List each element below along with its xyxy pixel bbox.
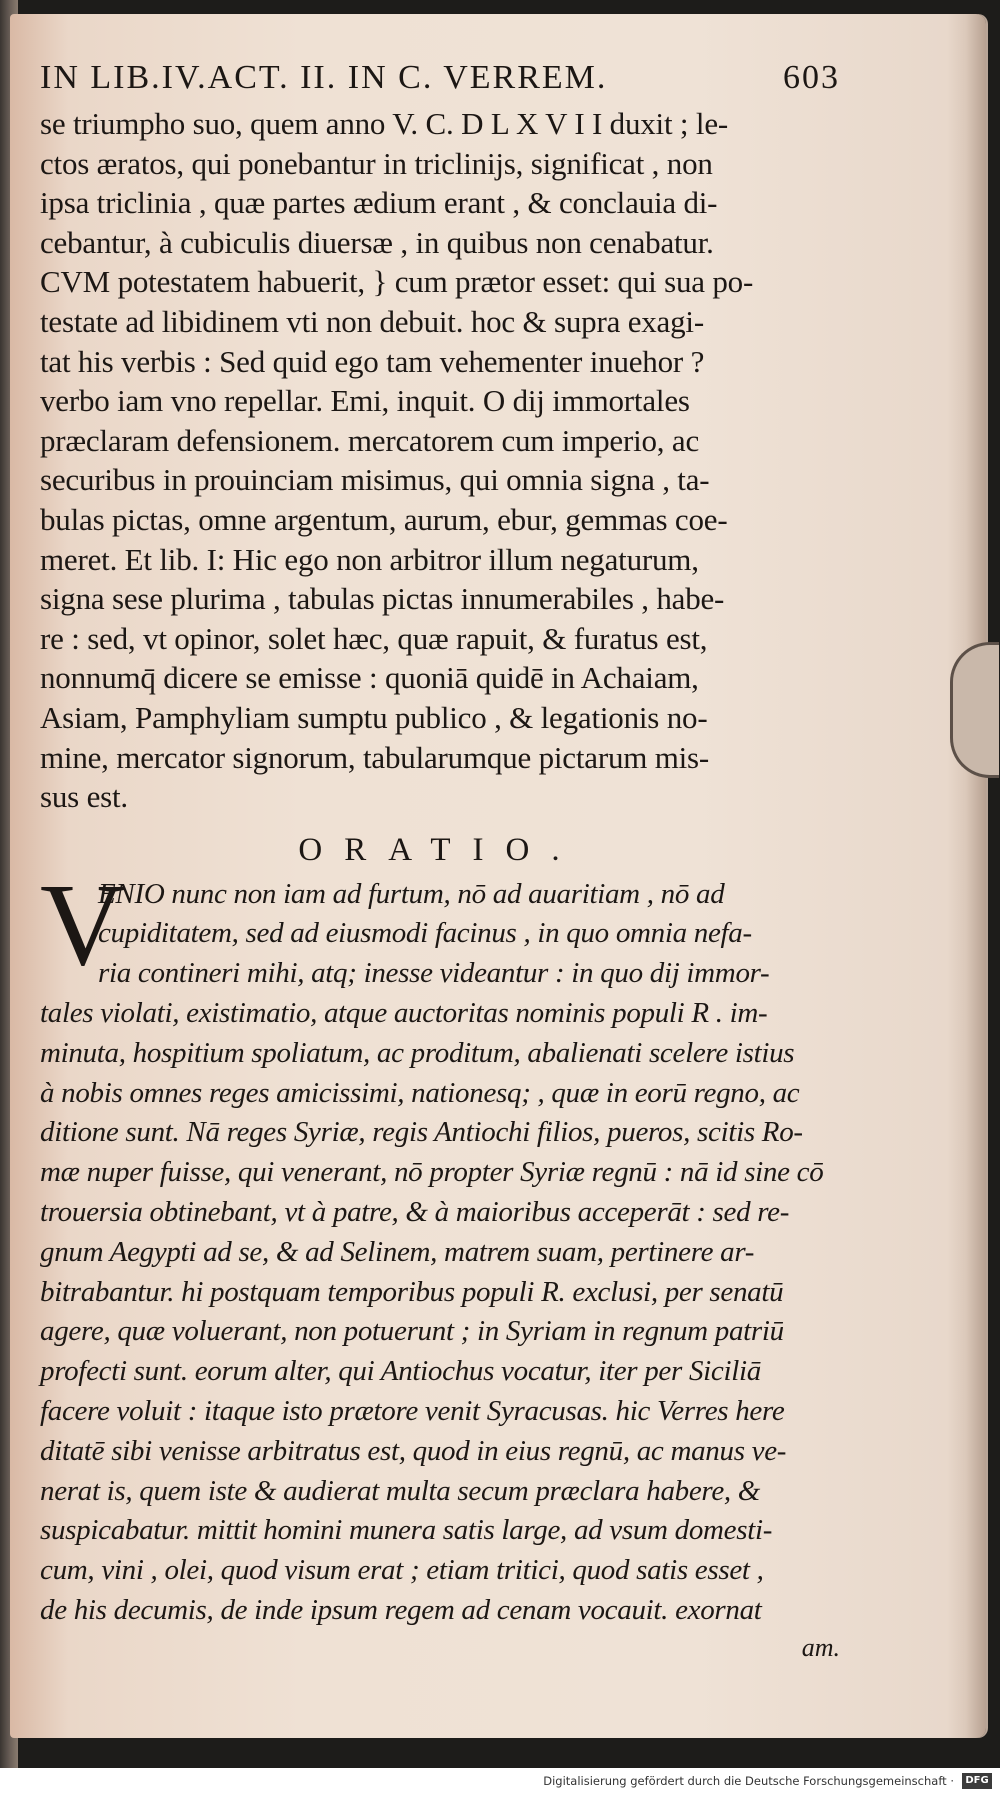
text-line: sus est. [40, 779, 128, 815]
dfg-logo: DFG [962, 1773, 992, 1789]
section-title: ORATIO. [298, 831, 582, 868]
text-line: bulas pictas, omne argentum, aurum, ebur, gemmas coe- [40, 501, 728, 537]
text-line: minuta, hospitium spoliatum, ac proditum, abalienati scelere istius [40, 1036, 795, 1069]
text-line: profecti sunt. eorum alter, qui Antiochus vocatur, iter per Siciliā [40, 1355, 761, 1388]
page-text [40, 54, 840, 1665]
oration-text [40, 858, 840, 1631]
digitization-footer [0, 1768, 1000, 1798]
running-head-title: IN LIB.IV.ACT. II. IN C. VERREM. [40, 59, 608, 96]
catchword: am. [801, 1632, 840, 1662]
text-line: præclaram defensionem. mercatorem cum imperio, ac [40, 422, 700, 458]
text-line: ctos æratos, qui ponebantur in triclinijs, significat , non [40, 145, 713, 181]
text-line: securibus in prouinciam misimus, qui omnia signa , ta- [40, 462, 710, 498]
text-line: verbo iam vno repellar. Emi, inquit. O dij immortales [40, 383, 690, 419]
text-line: ENIO nunc non iam ad furtum, nō ad auaritiam , nō ad [98, 877, 725, 910]
running-head [40, 54, 840, 104]
text-line: ditatē sibi venisse arbitratus est, quod in eius regnū, ac manus ve- [40, 1434, 787, 1467]
text-line: nerat is, quem iste & audierat multa secum præclara habere, & [40, 1474, 761, 1507]
page-number: 603 [783, 59, 840, 96]
drop-cap: V [40, 858, 126, 990]
text-line: cupiditatem, sed ad eiusmodi facinus , in quo omnia nefa- [98, 917, 752, 950]
text-line: tat his verbis : Sed quid ego tam vehementer inuehor ? [40, 343, 705, 379]
footer-credit: Digitalisierung gefördert durch die Deutsche Forschungsgemeinschaft · [543, 1774, 954, 1788]
text-line: mine, mercator signorum, tabularumque pictarum mis- [40, 739, 710, 775]
text-line: testate ad libidinem vti non debuit. hoc & supra exagi- [40, 303, 704, 339]
text-line: nonnumq̄ dicere se emisse : quoniā quidē in Achaiam, [40, 660, 699, 696]
text-line: bitrabantur. hi postquam temporibus populi R. exclusi, per senatū [40, 1275, 784, 1308]
text-line: suspicabatur. mittit homini munera satis large, ad vsum domesti- [40, 1514, 773, 1547]
text-line: tales violati, existimatio, atque auctoritas nominis populi R . im- [40, 997, 768, 1030]
text-line: cebantur, à cubiculis diuersæ , in quibus non cenabatur. [40, 224, 714, 260]
text-line: se triumpho suo, quem anno V. C. D L X V I I duxit ; le- [40, 106, 728, 141]
text-line: à nobis omnes reges amicissimi, nationesq; , quæ in eorū regno, ac [40, 1076, 800, 1109]
text-line: de his decumis, de inde ipsum regem ad cenam vocauit. exornat [40, 1594, 762, 1627]
commentary-text [40, 104, 840, 817]
text-line: CVM potestatem habuerit, } cum prætor esset: qui sua po- [40, 264, 754, 300]
text-line: ditione sunt. Nā reges Syriæ, regis Antiochi filios, pueros, scitis Ro- [40, 1116, 803, 1149]
text-line: meret. Et lib. I: Hic ego non arbitror illum negaturum, [40, 541, 699, 577]
text-line: cum, vini , olei, quod visum erat ; etiam tritici, quod satis esset , [40, 1554, 764, 1587]
text-line: agere, quæ voluerant, non potuerunt ; in Syriam in regnum patriū [40, 1315, 784, 1348]
text-line: facere voluit : itaque isto prætore venit Syracusas. hic Verres here [40, 1395, 785, 1428]
text-line: mæ nuper fuisse, qui venerant, nō propter Syriæ regnū : nā id sine cō [40, 1156, 824, 1189]
text-line: Asiam, Pamphyliam sumptu publico , & legationis no- [40, 699, 708, 735]
text-line: ipsa triclinia , quæ partes ædium erant , & conclauia di- [40, 185, 718, 221]
text-line: trouersia obtinebant, vt à patre, & à maioribus acceperāt : sed re- [40, 1196, 790, 1229]
page-tab-marker [950, 642, 999, 778]
text-line: re : sed, vt opinor, solet hæc, quæ rapuit, & furatus est, [40, 620, 708, 656]
text-line: gnum Aegypti ad se, & ad Selinem, matrem suam, pertinere ar- [40, 1235, 755, 1268]
text-line: ria contineri mihi, atq; inesse videantur : in quo dij immor- [98, 957, 770, 990]
text-line: signa sese plurima , tabulas pictas innumerabiles , habe- [40, 581, 725, 617]
